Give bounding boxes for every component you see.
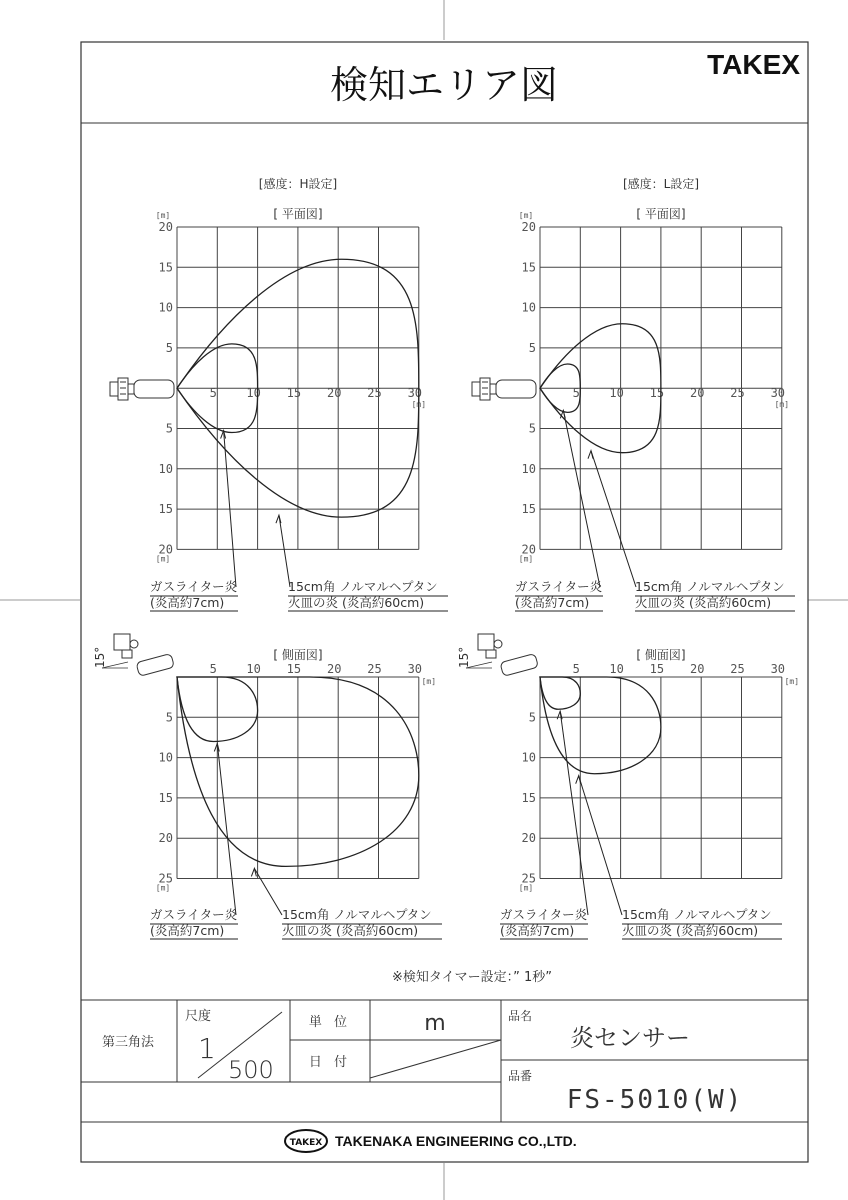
brand-logo: TAKEX xyxy=(707,49,800,80)
timer-note: ※検知タイマー設定：” 1秒” xyxy=(391,970,553,985)
y-tick-label: 20 xyxy=(521,831,536,846)
y-tick-label: 20 xyxy=(521,542,536,557)
y-unit-label: [m] xyxy=(155,883,171,893)
y-tick-label: 15 xyxy=(158,502,173,517)
y-tick-label: 20 xyxy=(158,831,173,846)
x-tick-label: 15 xyxy=(649,386,665,401)
x-tick-label: 5 xyxy=(572,662,580,676)
heptane-label: 15cm角 ノルマルヘプタン xyxy=(288,579,438,594)
x-tick-label: 30 xyxy=(407,662,423,676)
y-unit-label: [m] xyxy=(155,554,171,564)
unit-value: m xyxy=(424,1011,446,1036)
company-name: TAKENAKA ENGINEERING CO.,LTD. xyxy=(335,1133,577,1149)
x-tick-label: 5 xyxy=(209,662,217,676)
side-view-label-h: [ 側面図] xyxy=(273,648,323,662)
leader-line xyxy=(591,451,636,587)
x-tick-label: 20 xyxy=(689,386,705,401)
unit-label: 単 位 xyxy=(308,1015,352,1030)
y-tick-label: 20 xyxy=(158,542,173,557)
x-tick-label: 20 xyxy=(689,662,705,676)
leader-line xyxy=(279,515,290,587)
sensor-side-icon xyxy=(466,634,538,676)
x-unit-label: [m] xyxy=(774,400,790,410)
y-tick-label: 5 xyxy=(165,421,173,436)
y-tick-label: 15 xyxy=(158,790,173,805)
x-tick-label: 25 xyxy=(367,386,382,401)
product-number-label: 品番 xyxy=(508,1069,533,1083)
y-tick-label: 5 xyxy=(528,421,536,436)
heptane-height-label: 火皿の炎 (炎高約60cm) xyxy=(282,923,419,938)
product-name: 炎センサー xyxy=(570,1024,690,1052)
lighter-detection-area xyxy=(540,677,580,709)
sensor-side-icon xyxy=(102,634,174,676)
x-tick-label: 10 xyxy=(246,386,261,401)
y-tick-label: 15 xyxy=(158,260,173,275)
lighter-height-label: (炎高約7cm) xyxy=(150,595,225,610)
y-tick-label: 5 xyxy=(165,710,173,725)
x-tick-label: 20 xyxy=(326,662,342,676)
side-view-label-l: [ 側面図] xyxy=(636,648,686,662)
scale-label: 尺度 xyxy=(185,1009,212,1024)
x-tick-label: 15 xyxy=(649,662,665,676)
y-tick-label: 25 xyxy=(158,871,173,886)
leader-line xyxy=(254,868,282,915)
heptane-height-label: 火皿の炎 (炎高約60cm) xyxy=(635,595,772,610)
x-tick-label: 20 xyxy=(326,386,342,401)
product-number: FS-5010(W) xyxy=(566,1085,744,1115)
leader-arrow xyxy=(588,451,593,459)
y-unit-label: [m] xyxy=(518,554,534,564)
lighter-label: ガスライター炎 xyxy=(150,907,238,922)
x-unit-label: [m] xyxy=(421,677,437,686)
scale-numerator: 1 xyxy=(198,1032,216,1065)
y-tick-label: 20 xyxy=(158,220,173,234)
x-tick-label: 5 xyxy=(572,386,580,401)
heptane-detection-area xyxy=(540,677,661,774)
x-tick-label: 25 xyxy=(367,662,382,676)
lighter-label: ガスライター炎 xyxy=(500,907,588,922)
lighter-label: ガスライター炎 xyxy=(150,579,238,594)
scale-denominator: 500 xyxy=(228,1056,274,1084)
y-tick-label: 25 xyxy=(521,871,536,886)
company-logo xyxy=(285,1130,327,1152)
x-tick-label: 15 xyxy=(286,386,302,401)
grid xyxy=(540,677,782,879)
heptane-height-label: 火皿の炎 (炎高約60cm) xyxy=(288,595,425,610)
tilt-angle-label: 15° xyxy=(93,646,107,668)
sensitivity-l-label: [感度：L設定] xyxy=(622,177,700,191)
y-unit-label: [m] xyxy=(155,211,171,220)
y-tick-label: 15 xyxy=(521,502,536,517)
leader-arrow xyxy=(276,515,281,523)
product-name-label: 品名 xyxy=(508,1009,533,1023)
sensitivity-h-label: [感度：H設定] xyxy=(258,177,338,191)
plan-view-label-h: [ 平面図] xyxy=(273,207,323,221)
company-logo-text: TAKEX xyxy=(289,1138,323,1148)
x-tick-label: 25 xyxy=(730,662,745,676)
lighter-height-label: (炎高約7cm) xyxy=(500,923,575,938)
y-tick-label: 10 xyxy=(521,750,536,765)
heptane-label: 15cm角 ノルマルヘプタン xyxy=(622,907,772,922)
x-tick-label: 15 xyxy=(286,662,302,676)
x-tick-label: 10 xyxy=(609,662,624,676)
x-tick-label: 10 xyxy=(246,662,261,676)
y-tick-label: 20 xyxy=(521,220,536,234)
lighter-height-label: (炎高約7cm) xyxy=(150,923,225,938)
heptane-height-label: 火皿の炎 (炎高約60cm) xyxy=(622,923,759,938)
y-tick-label: 10 xyxy=(521,461,536,476)
heptane-label: 15cm角 ノルマルヘプタン xyxy=(282,907,432,922)
detection-charts xyxy=(156,211,799,915)
lighter-label: ガスライター炎 xyxy=(515,579,603,594)
x-tick-label: 30 xyxy=(770,386,786,401)
y-tick-label: 10 xyxy=(158,750,173,765)
plan-view-label-l: [ 平面図] xyxy=(636,207,686,221)
y-tick-label: 5 xyxy=(165,340,173,355)
x-tick-label: 5 xyxy=(209,386,217,401)
y-tick-label: 5 xyxy=(528,710,536,725)
x-tick-label: 10 xyxy=(609,386,624,401)
page-title: 検知エリア図 xyxy=(329,63,559,107)
x-tick-label: 25 xyxy=(730,386,745,401)
leader-line xyxy=(560,711,588,915)
y-tick-label: 10 xyxy=(158,461,173,476)
sensor-icon xyxy=(472,378,536,400)
x-tick-label: 30 xyxy=(407,386,423,401)
x-tick-label: 30 xyxy=(770,662,786,676)
x-unit-label: [m] xyxy=(411,400,427,410)
x-unit-label: [m] xyxy=(784,677,800,686)
y-tick-label: 15 xyxy=(521,260,536,275)
grid xyxy=(177,677,419,879)
y-tick-label: 10 xyxy=(158,300,173,315)
projection-method: 第三角法 xyxy=(101,1035,155,1050)
y-unit-label: [m] xyxy=(518,211,534,220)
leader-line xyxy=(563,410,600,587)
y-unit-label: [m] xyxy=(518,883,534,893)
date-label: 日 付 xyxy=(308,1055,352,1070)
heptane-label: 15cm角 ノルマルヘプタン xyxy=(635,579,785,594)
y-tick-label: 15 xyxy=(521,790,536,805)
lighter-height-label: (炎高約7cm) xyxy=(515,595,590,610)
y-tick-label: 5 xyxy=(528,340,536,355)
annotation-labels xyxy=(150,579,795,939)
tilt-angle-label: 15° xyxy=(457,646,471,668)
sensor-icon xyxy=(110,378,174,400)
y-tick-label: 10 xyxy=(521,300,536,315)
leader-arrow xyxy=(557,711,562,719)
